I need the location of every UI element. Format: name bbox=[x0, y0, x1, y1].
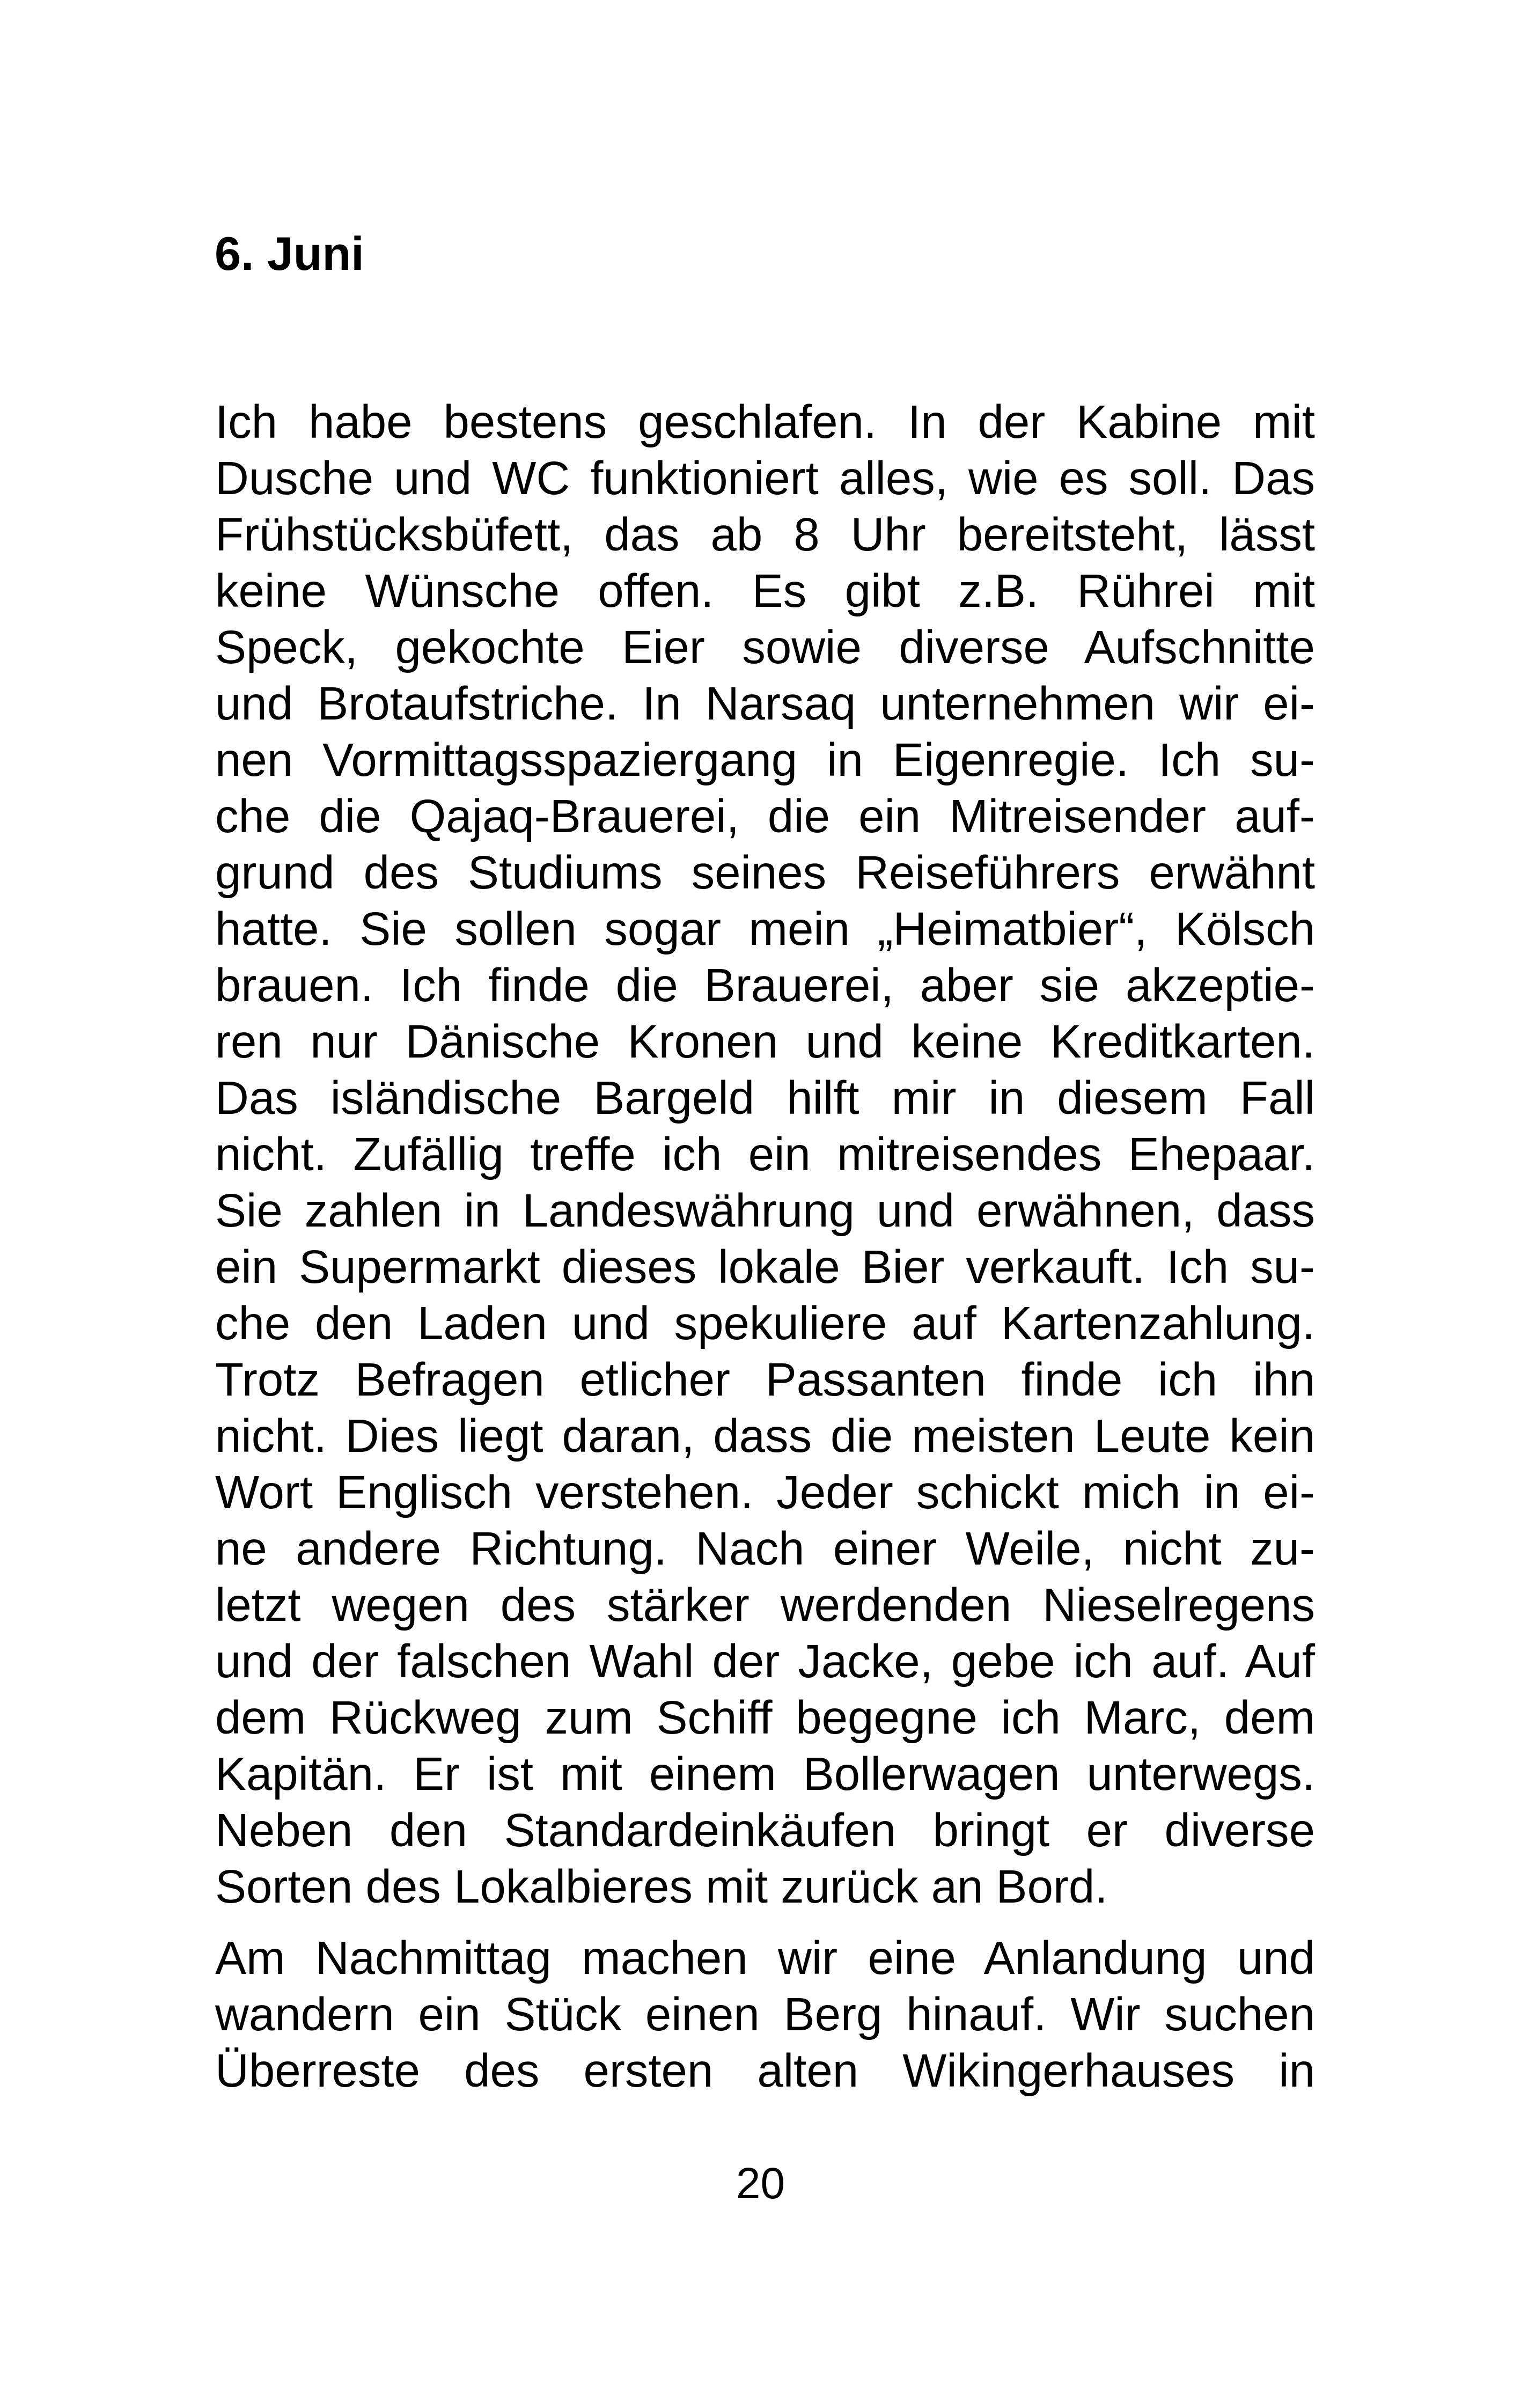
text-line: nicht. Dies liegt daran, dass die meisten Leute kein bbox=[215, 1410, 1315, 1462]
text-line: Neben den Standardeinkäufen bringt er diverse bbox=[215, 1804, 1315, 1856]
text-line: nen Vormittagsspaziergang in Eigenregie. Ich su- bbox=[215, 734, 1315, 786]
text-line: und Brotaufstriche. In Narsaq unternehmen wir ei- bbox=[215, 678, 1315, 730]
text-line: ein Supermarkt dieses lokale Bier verkauft. Ich su- bbox=[215, 1241, 1315, 1293]
text-line: Wort Englisch verstehen. Jeder schickt mich in ei- bbox=[215, 1466, 1315, 1518]
text-line: letzt wegen des stärker werdenden Nieselregens bbox=[215, 1579, 1315, 1631]
text-line: brauen. Ich finde die Brauerei, aber sie akzeptie- bbox=[215, 959, 1315, 1011]
text-line: hatte. Sie sollen sogar mein „Heimatbier“, Kölsch bbox=[215, 903, 1315, 955]
text-line: che die Qajaq-Brauerei, die ein Mitreisender auf- bbox=[215, 790, 1315, 842]
text-line: Ich habe bestens geschlafen. In der Kabine mit bbox=[215, 396, 1315, 448]
text-line: grund des Studiums seines Reiseführers erwähnt bbox=[215, 847, 1315, 899]
text-line: Kapitän. Er ist mit einem Bollerwagen unterwegs. bbox=[215, 1748, 1315, 1800]
text-line: Dusche und WC funktioniert alles, wie es soll. Das bbox=[215, 452, 1315, 504]
text-line: keine Wünsche offen. Es gibt z.B. Rührei mit bbox=[215, 565, 1315, 617]
text-line: Sorten des Lokalbieres mit zurück an Bord. bbox=[215, 1861, 1108, 1913]
text-line: Speck, gekochte Eier sowie diverse Aufschnitte bbox=[215, 621, 1315, 673]
text-line: Sie zahlen in Landeswährung und erwähnen, dass bbox=[215, 1185, 1315, 1237]
text-line: Frühstücksbüfett, das ab 8 Uhr bereitsteht, lässt bbox=[215, 509, 1315, 561]
paragraph-1 bbox=[215, 394, 1315, 1915]
text-line: ne andere Richtung. Nach einer Weile, nicht zu- bbox=[215, 1523, 1315, 1575]
text-line: Überreste des ersten alten Wikingerhauses in bbox=[215, 2045, 1315, 2097]
text-line: che den Laden und spekuliere auf Kartenzahlung. bbox=[215, 1297, 1315, 1349]
text-line: und der falschen Wahl der Jacke, gebe ich auf. Auf bbox=[215, 1635, 1315, 1687]
text-line: dem Rückweg zum Schiff begegne ich Marc, dem bbox=[215, 1692, 1315, 1744]
text-line: Trotz Befragen etlicher Passanten finde ich ihn bbox=[215, 1354, 1315, 1406]
paragraph-2 bbox=[215, 1930, 1315, 2099]
text-line: ren nur Dänische Kronen und keine Kreditkarten. bbox=[215, 1016, 1315, 1068]
text-line: nicht. Zufällig treffe ich ein mitreisendes Ehepaar. bbox=[215, 1128, 1315, 1180]
page-number: 20 bbox=[736, 2159, 785, 2208]
text-line: Das isländische Bargeld hilft mir in diesem Fall bbox=[215, 1072, 1315, 1124]
text-line: wandern ein Stück einen Berg hinauf. Wir suchen bbox=[215, 1988, 1315, 2040]
text-line: Am Nachmittag machen wir eine Anlandung und bbox=[215, 1932, 1315, 1984]
chapter-heading: 6. Juni bbox=[215, 227, 364, 280]
